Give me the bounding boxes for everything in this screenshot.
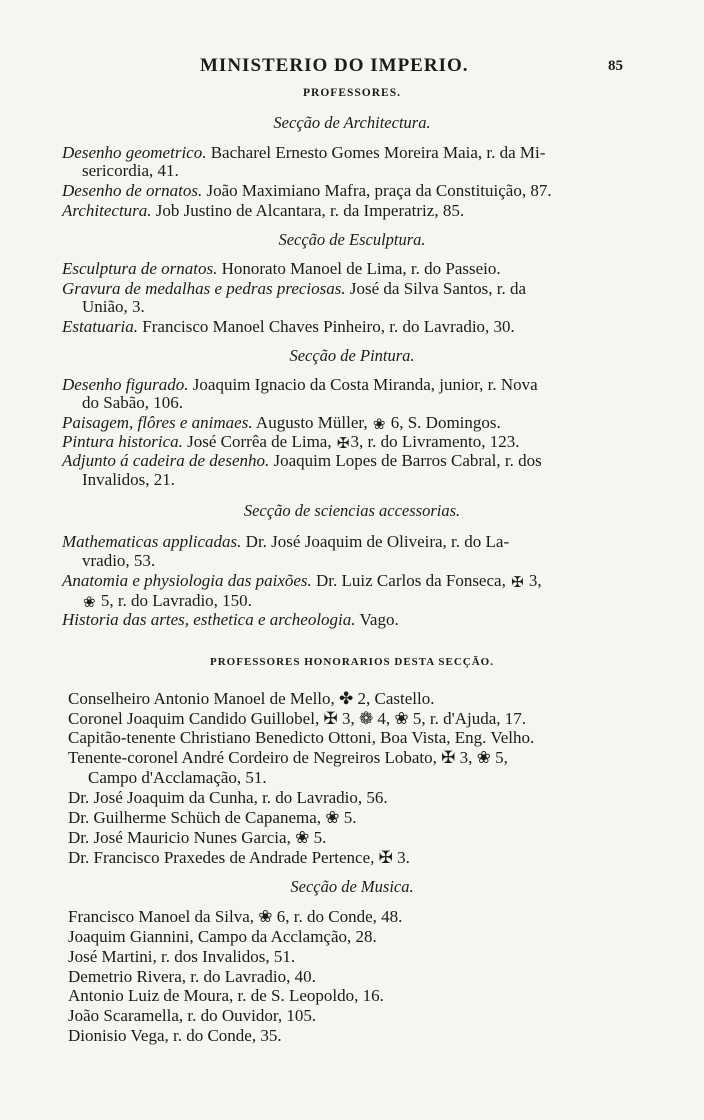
entry-subject: Adjunto á cadeira de desenho. <box>62 451 270 470</box>
entry-subject: Desenho geometrico. <box>62 143 207 162</box>
entry-text: João Maximiano Mafra, praça da Constituição, 87. <box>206 181 552 200</box>
running-title: MINISTERIO DO IMPERIO. <box>200 55 469 76</box>
entry-subject: Historia das artes, esthetica e archeologia. <box>62 610 356 629</box>
cross-decoration-icon: ✠ <box>511 575 524 591</box>
entry-text: Joaquim Lopes de Barros Cabral, r. dos <box>273 451 542 470</box>
entry-text: Job Justino de Alcantara, r. da Imperatriz, 85. <box>155 201 465 220</box>
entry-subject: Desenho figurado. <box>62 375 189 394</box>
entry-subject: Anatomia e physiologia das paixões. <box>62 571 312 590</box>
honorary-line: Dr. José Mauricio Nunes Garcia, ❀ 5. <box>68 828 327 847</box>
music-line: Dionisio Vega, r. do Conde, 35. <box>68 1026 282 1045</box>
entry-continuation: sericordia, 41. <box>82 161 179 180</box>
entry-continuation: Invalidos, 21. <box>82 470 176 489</box>
order-decoration-icon: ❀ <box>83 595 96 611</box>
sciences-heading: Secção de sciencias accessorias. <box>243 501 461 520</box>
entry-line <box>62 258 501 280</box>
entry-continuation: vradio, 53. <box>82 551 156 570</box>
honorary-line: Campo d'Acclamação, 51. <box>88 768 267 787</box>
honorary-line: Capitão-tenente Christiano Benedicto Ottoni, Boa Vista, Eng. Velho. <box>68 728 535 747</box>
music-line: Antonio Luiz de Moura, r. de S. Leopoldo, 16. <box>68 986 384 1005</box>
entry-line <box>62 316 515 338</box>
entry-text: Dr. Luiz Carlos da Fonseca, <box>316 571 506 590</box>
entry-subject: Esculptura de ornatos. <box>62 259 218 278</box>
entry-text: Augusto Müller, <box>255 413 368 432</box>
music-line: João Scaramella, r. do Ouvidor, 105. <box>68 1006 317 1025</box>
running-head <box>0 55 704 81</box>
music-line: Demetrio Rivera, r. do Lavradio, 40. <box>68 967 316 986</box>
section-label: PROFESSORES. <box>303 87 401 99</box>
music-line: Joaquim Giannini, Campo da Acclamção, 28. <box>68 927 377 946</box>
entry-text: 3, r. do Livramento, 123. <box>350 432 520 451</box>
entry-text: 5, r. do Lavradio, 150. <box>100 591 252 610</box>
music-line: José Martini, r. dos Invalidos, 51. <box>68 947 296 966</box>
entry-text: Francisco Manoel Chaves Pinheiro, r. do Lavradio, 30. <box>142 317 515 336</box>
honorary-line: Dr. Guilherme Schüch de Capanema, ❀ 5. <box>68 808 357 827</box>
entry-continuation: União, 3. <box>82 297 145 316</box>
honorary-line: Coronel Joaquim Candido Guillobel, ✠ 3, ❁ 4, ❀ 5, r. d'Ajuda, 17. <box>68 709 527 728</box>
entry-text: José da Silva Santos, r. da <box>349 279 527 298</box>
honorary-line: Tenente-coronel André Cordeiro de Negreiros Lobato, ✠ 3, ❀ 5, <box>68 748 508 767</box>
entry-text: 6, S. Domingos. <box>390 413 501 432</box>
entry-subject: Pintura historica. <box>62 432 183 451</box>
painting-heading: Secção de Pintura. <box>289 346 415 365</box>
entry-continuation: do Sabão, 106. <box>82 393 184 412</box>
entry-text: Honorato Manoel de Lima, r. do Passeio. <box>221 259 501 278</box>
page-number: 85 <box>608 58 623 74</box>
honorary-line: Dr. Francisco Praxedes de Andrade Pertence, ✠ 3. <box>68 848 410 867</box>
entry-text: Dr. José Joaquim de Oliveira, r. do La- <box>245 532 510 551</box>
entry-text: Bacharel Ernesto Gomes Moreira Maia, r. da Mi- <box>210 143 546 162</box>
honorary-heading: PROFESSORES HONORARIOS DESTA SECÇÃO. <box>210 656 494 668</box>
entry-text: Vago. <box>359 610 399 629</box>
music-line: Francisco Manoel da Silva, ❀ 6, r. do Conde, 48. <box>68 907 403 926</box>
entry-line <box>62 200 464 222</box>
entry-subject: Gravura de medalhas e pedras preciosas. <box>62 279 346 298</box>
cross-decoration-icon: ✠ <box>336 436 350 452</box>
music-heading: Secção de Musica. <box>290 877 414 896</box>
sculpture-heading: Secção de Esculptura. <box>278 230 426 249</box>
honorary-line: Dr. José Joaquim da Cunha, r. do Lavradio, 56. <box>68 788 388 807</box>
entry-line <box>62 609 399 631</box>
entry-line <box>62 180 552 202</box>
entry-text: Joaquim Ignacio da Costa Miranda, junior, r. Nova <box>192 375 538 394</box>
entry-subject: Estatuaria. <box>62 317 139 336</box>
entry-subject: Mathematicas applicadas. <box>62 532 242 551</box>
architecture-heading: Secção de Architectura. <box>273 113 431 132</box>
entry-subject: Architectura. <box>62 201 152 220</box>
entry-text: José Corrêa de Lima, <box>187 432 332 451</box>
order-decoration-icon: ❀ <box>372 417 386 433</box>
honorary-line: Conselheiro Antonio Manoel de Mello, ✤ 2, Castello. <box>68 689 435 708</box>
entry-subject: Paisagem, flôres e animaes. <box>62 413 253 432</box>
entry-text: 3, <box>528 571 542 590</box>
entry-subject: Desenho de ornatos. <box>62 181 203 200</box>
